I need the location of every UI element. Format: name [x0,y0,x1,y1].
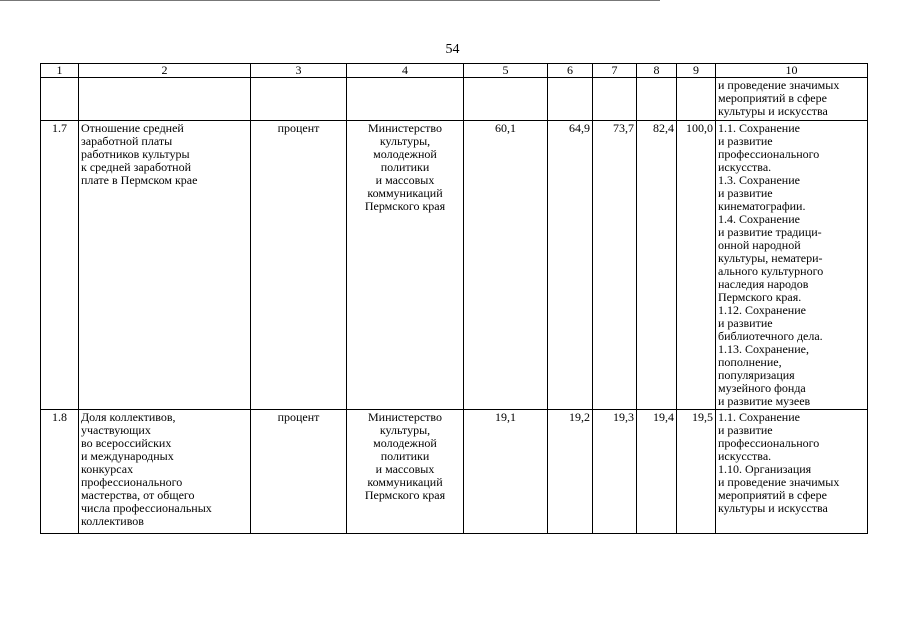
text-line: мастерства, от общего [81,488,195,502]
table-cell [347,78,464,121]
text-line: коммуникаций [367,475,443,489]
value-col9: 100,0 [677,121,716,410]
column-header: 10 [716,64,868,78]
value-col6: 64,9 [548,121,593,410]
text-line: Пермского края [364,199,446,213]
value-col8: 82,4 [637,121,677,410]
text-line: профессионального [718,436,820,450]
unit-cell: процент [251,121,347,410]
value-col8: 19,4 [637,410,677,534]
text-line: культуры, [379,423,431,437]
text-line: наследия народов [718,277,809,291]
text-line: числа профессиональных [81,501,212,515]
text-line: мероприятий в сфере [718,91,827,105]
text-line: популяризация [718,368,795,382]
text-line: библиотечного дела. [718,329,823,343]
table-cell [677,78,716,121]
text-line: ального культурного [718,264,824,278]
text-line: искусства. [718,160,772,174]
text-line: и проведение значимых [718,475,840,489]
text-line: музейного фонда [718,381,806,395]
table-cell [593,78,637,121]
continuation-row [41,78,868,121]
text-line: и развитие [718,316,773,330]
agency-cell [347,410,464,534]
text-line: 1.12. Сохранение [718,303,806,317]
text-line: Министерство [368,121,442,135]
text-line: молодежной [373,436,437,450]
table-cell [548,78,593,121]
column-header: 4 [347,64,464,78]
text-line: искусства. [718,449,772,463]
text-line: 1.10. Организация [718,462,812,476]
value-col5: 60,1 [464,121,548,410]
table-row [41,121,868,410]
text-line: 1.1. Сохранение [718,121,800,135]
text-line: 1.3. Сохранение [718,173,800,187]
column-header: 1 [41,64,79,78]
table-row [41,410,868,534]
indicator-name [79,121,251,410]
text-line: 1.1. Сохранение [718,410,800,424]
table-cell [251,78,347,121]
value-col6: 19,2 [548,410,593,534]
text-line: культуры, [379,134,431,148]
text-line: и массовых [375,462,435,476]
text-line: онной народной [718,238,801,252]
text-line: коллективов [81,514,144,528]
text-line: и проведение значимых [718,78,840,92]
value-col5: 19,1 [464,410,548,534]
row-number: 1.8 [41,410,79,534]
agency-cell [347,121,464,410]
column-header: 3 [251,64,347,78]
programs-cell [716,410,868,534]
row-number: 1.7 [41,121,79,410]
column-header: 5 [464,64,548,78]
text-line: Доля коллективов, [81,410,176,424]
text-line: Министерство [368,410,442,424]
column-header: 2 [79,64,251,78]
text-line: участвующих [81,423,151,437]
text-line: и развитие [718,186,773,200]
text-line: заработной платы [81,134,173,148]
text-line: работников культуры [81,147,190,161]
text-line: 1.13. Сохранение, [718,342,809,356]
text-line: Пермского края [364,488,446,502]
text-line: и развитие [718,134,773,148]
column-header: 8 [637,64,677,78]
text-line: Отношение средней [81,121,184,135]
indicators-table [40,63,868,534]
text-line: кинематографии. [718,199,806,213]
text-line: коммуникаций [367,186,443,200]
text-line: к средней заработной [81,160,192,174]
table-cell [79,78,251,121]
column-header: 6 [548,64,593,78]
programs-cell [716,121,868,410]
column-number-row [41,64,868,78]
text-line: и развитие традици- [718,225,822,239]
text-line: плате в Пермском крае [81,173,198,187]
text-line: и развитие [718,423,773,437]
text-line: культуры и искусства [718,501,828,515]
text-line: и массовых [375,173,435,187]
table-cell [464,78,548,121]
value-col9: 19,5 [677,410,716,534]
programs-cell [716,78,868,121]
text-line: конкурсах [81,462,134,476]
text-line: культуры и искусства [718,104,828,118]
text-line: профессионального [718,147,820,161]
text-line: профессионального [81,475,183,489]
text-line: и международных [81,449,174,463]
value-col7: 73,7 [593,121,637,410]
indicator-name [79,410,251,534]
page-number: 54 [445,42,460,57]
value-col7: 19,3 [593,410,637,534]
text-line: политики [380,449,430,463]
column-header: 9 [677,64,716,78]
table-cell [637,78,677,121]
column-header: 7 [593,64,637,78]
text-line: политики [380,160,430,174]
unit-cell: процент [251,410,347,534]
text-line: пополнение, [718,355,782,369]
text-line: культуры, нематери- [718,251,823,265]
text-line: Пермского края. [718,290,802,304]
text-line: и развитие музеев [718,394,811,408]
top-rule [0,0,660,1]
text-line: во всероссийских [81,436,172,450]
text-line: молодежной [373,147,437,161]
text-line: 1.4. Сохранение [718,212,800,226]
table-cell [41,78,79,121]
text-line: мероприятий в сфере [718,488,827,502]
